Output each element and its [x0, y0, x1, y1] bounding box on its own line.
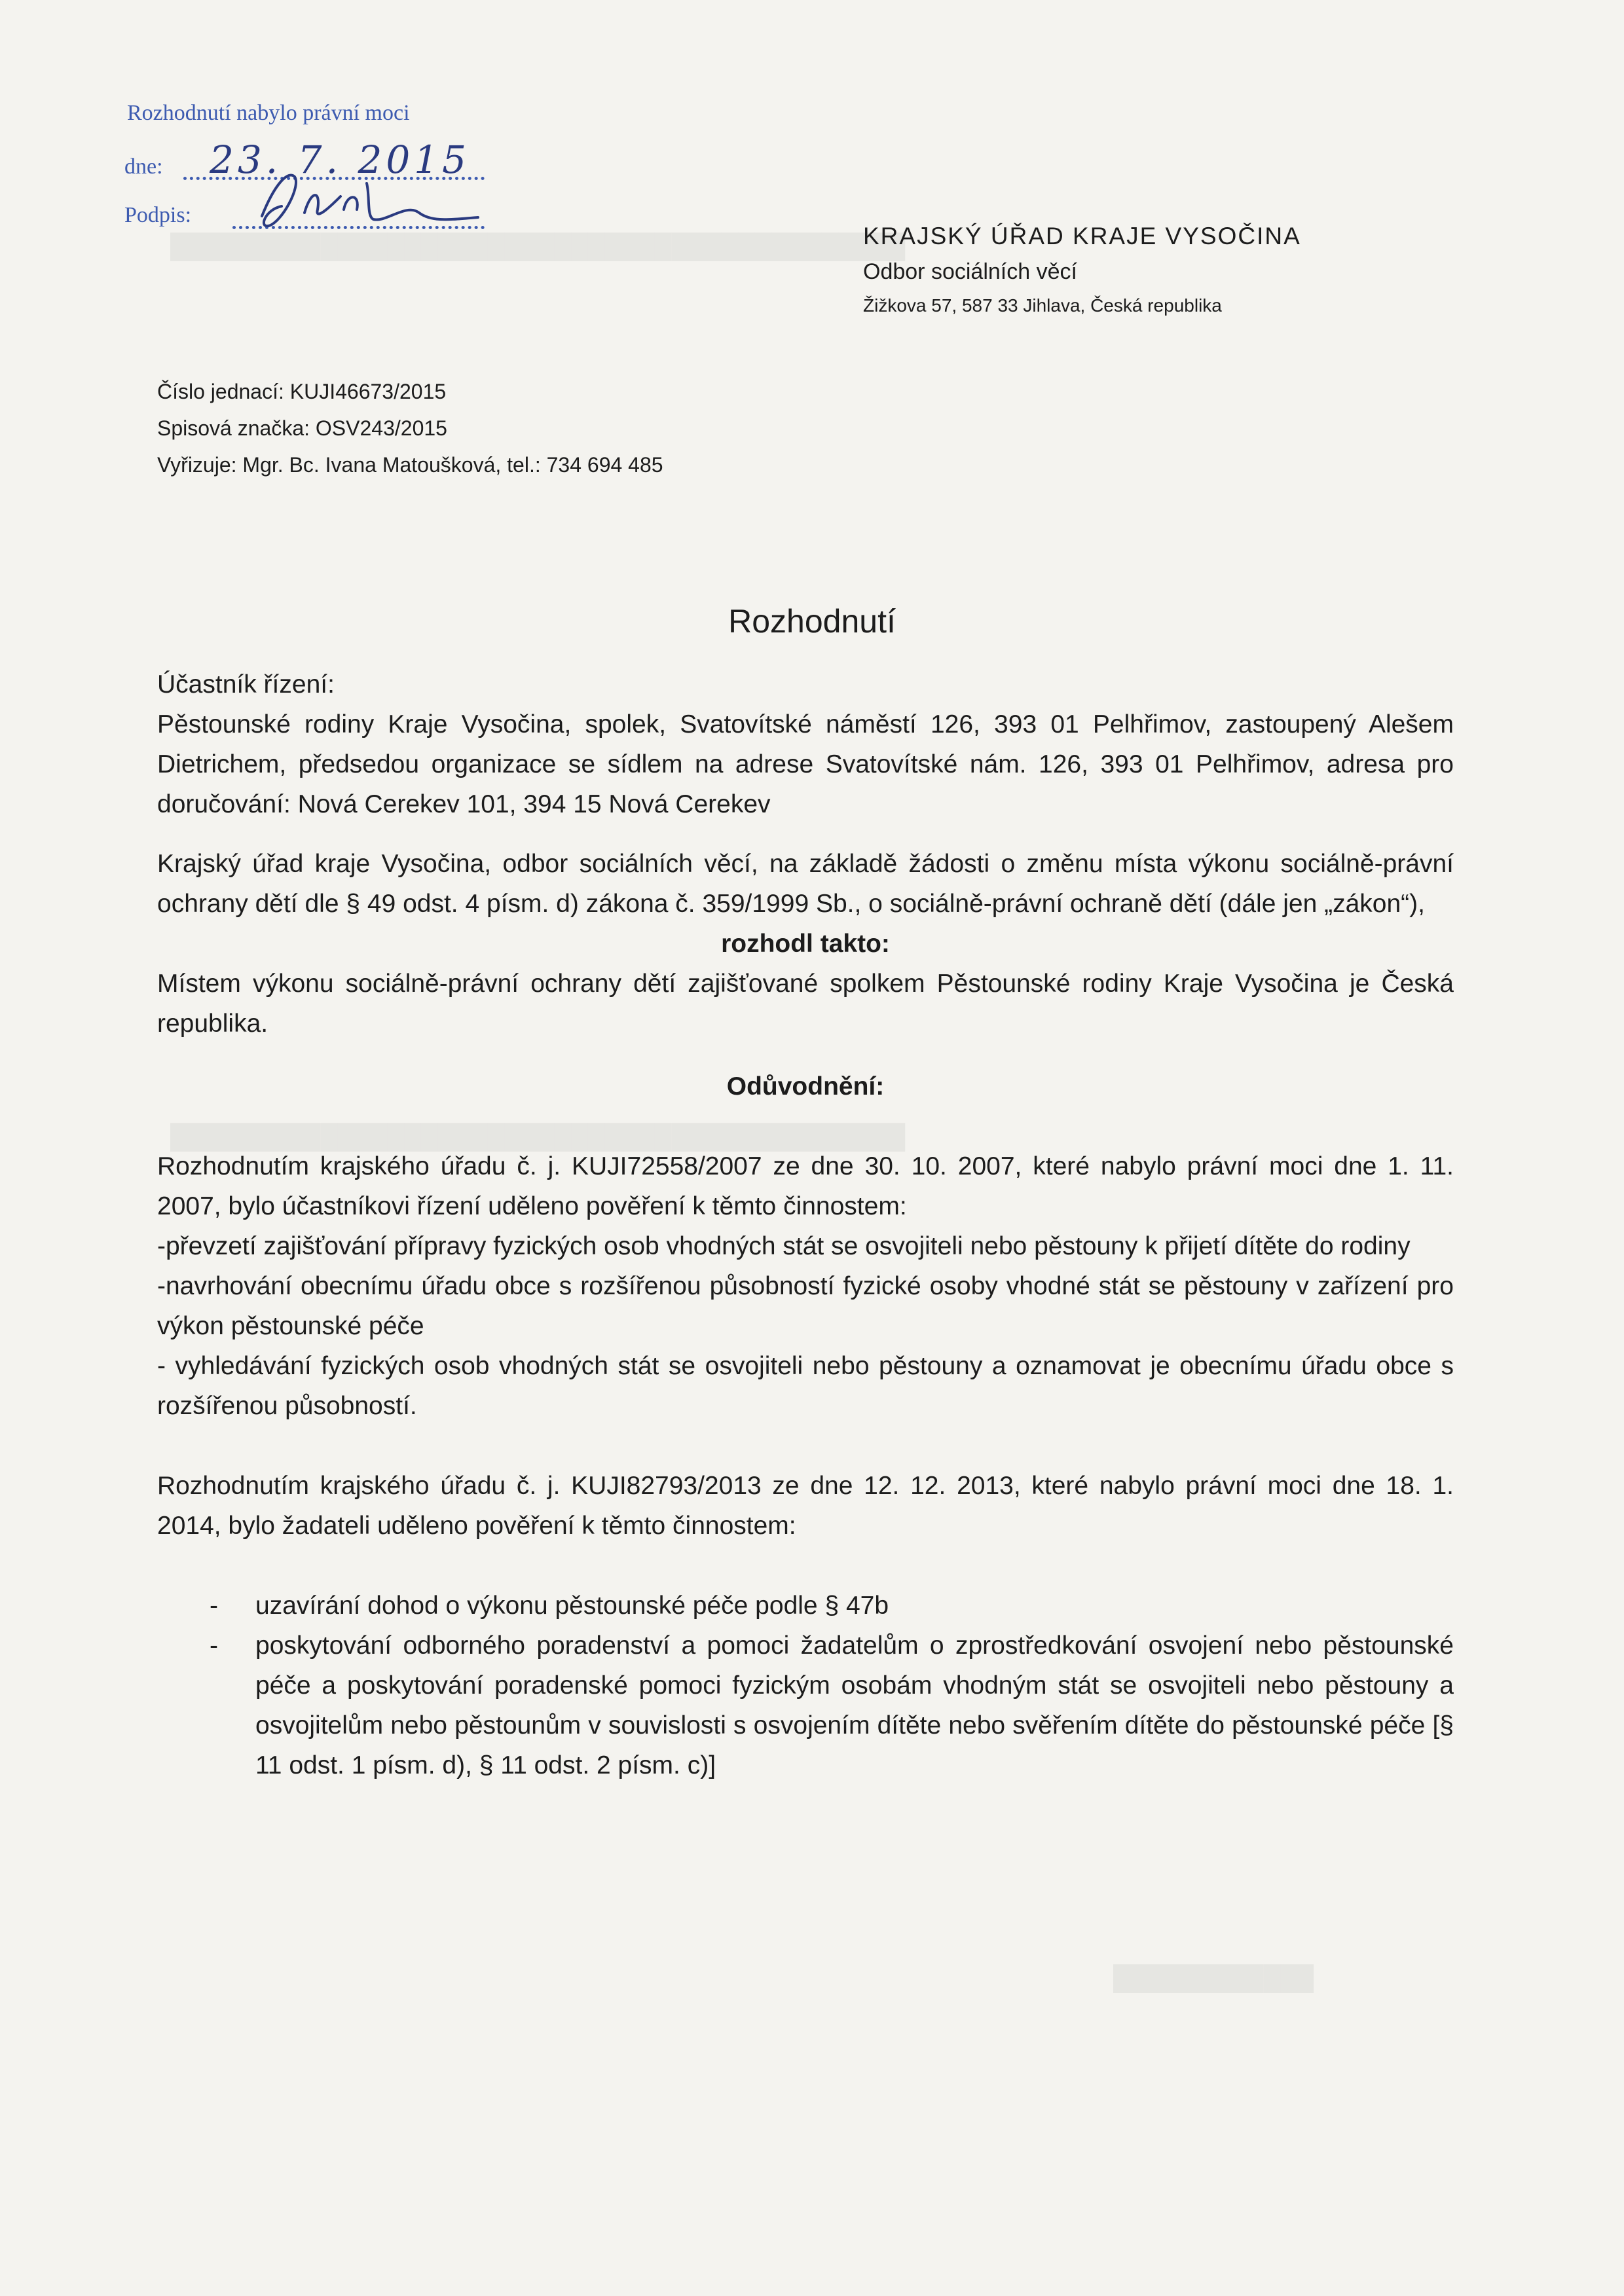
reasoning-item: -navrhování obecnímu úřadu obce s rozšířenou působností fyzické osoby vhodné stát se pěstouny v zařízení pro výkon pěstounské péče: [157, 1272, 1454, 1340]
handwritten-signature: [236, 164, 498, 236]
bleed-through-texture: ████████████████████████████████████████████: [170, 232, 906, 259]
reasoning-paragraph-2: Rozhodnutím krajského úřadu č. j. KUJI82793/2013 ze dne 12. 12. 2013, které nabylo právní moci dne 18. 1. 2014, bylo žadateli uděleno pověření k těmto činnostem:: [157, 1472, 1454, 1540]
authority-name: KRAJSKÝ ÚŘAD KRAJE VYSOČINA: [863, 223, 1301, 249]
reasoning-paragraph-1: Rozhodnutím krajského úřadu č. j. KUJI72558/2007 ze dne 30. 10. 2007, které nabylo právní moci dne 1. 11. 2007, bylo účastníkovi řízení uděleno pověření k těmto činnostem:: [157, 1152, 1454, 1220]
authority-header: [863, 223, 1301, 316]
reference-block: [157, 380, 663, 490]
list-item: [157, 1586, 1454, 1626]
decision-text: Místem výkonu sociálně-právní ochrany dětí zajišťované spolkem Pěstounské rodiny Kraje Vysočina je Česká republika.: [157, 970, 1454, 1038]
handled-by: Vyřizuje: Mgr. Bc. Ivana Matoušková, tel.: 734 694 485: [157, 453, 663, 477]
list-dash: -: [210, 1631, 218, 1660]
bleed-through-texture: ████████████████████████████████████████████: [170, 1123, 906, 1150]
reasoning-item: -převzetí zajišťování přípravy fyzických osob vhodných stát se osvojiteli nebo pěstouny k přijetí dítěte do rodiny: [157, 1232, 1411, 1260]
list-item-text: poskytování odborného poradenství a pomoci žadatelům o zprostředkování osvojení nebo pěstounské péče a poskytování poradenské pomoci fyzickým osobám vhodným stát se osvojiteli nebo pěstouny a osvojitelům nebo pěstounům v souvislosti s osvojením dítěte nebo svěřením dítěte do pěstounské péče [§ 11 odst. 1 písm. d), § 11 odst. 2 písm. c)]: [255, 1631, 1454, 1779]
participant-text: Pěstounské rodiny Kraje Vysočina, spolek, Svatovítské náměstí 126, 393 01 Pelhřimov, zastoupený Alešem Dietrichem, předsedou organizace se sídlem na adrese Svatovítské nám. 126, 393 01 Pelhřimov, adresa pro doručování: Nová Cerekev 101, 394 15 Nová Cerekev: [157, 710, 1454, 818]
list-dash: -: [210, 1592, 218, 1620]
reasoning-item: - vyhledávání fyzických osob vhodných stát se osvojiteli nebo pěstouny a oznamovat je obecnímu úřadu obce s rozšířenou působností.: [157, 1352, 1454, 1420]
authority-department: Odbor sociálních věcí: [863, 259, 1077, 284]
document-body: [157, 665, 1454, 1785]
stamp-date-label: dne:: [124, 155, 163, 179]
legal-force-stamp: [124, 98, 491, 249]
bleed-through-texture: ████████████: [1113, 1964, 1314, 1991]
participant-label: Účastník řízení:: [157, 670, 335, 699]
intro-paragraph: Krajský úřad kraje Vysočina, odbor sociálních věcí, na základě žádosti o změnu místa výkonu sociálně-právní ochrany dětí dle § 49 odst. 4 písm. d) zákona č. 359/1999 Sb., o sociálně-právní ochraně dětí (dále jen „zákon“),: [157, 850, 1454, 918]
file-mark: Spisová značka: OSV243/2015: [157, 416, 447, 440]
stamp-signature-label: Podpis:: [124, 203, 192, 227]
stamp-title: Rozhodnutí nabylo právní moci: [127, 101, 410, 125]
decided-heading: rozhodl takto:: [721, 930, 890, 958]
authorization-list: [157, 1586, 1454, 1785]
list-item-text: uzavírání dohod o výkonu pěstounské péče podle § 47b: [255, 1592, 889, 1620]
reasoning-heading: Odůvodnění:: [726, 1072, 885, 1101]
case-number: Číslo jednací: KUJI46673/2015: [157, 380, 447, 403]
document-title: Rozhodnutí: [728, 603, 896, 640]
stamp-date-handwritten: 23. 7. 2015: [210, 137, 471, 182]
list-item: [157, 1626, 1454, 1785]
authority-address: Žižkova 57, 587 33 Jihlava, Česká republika: [863, 295, 1222, 316]
